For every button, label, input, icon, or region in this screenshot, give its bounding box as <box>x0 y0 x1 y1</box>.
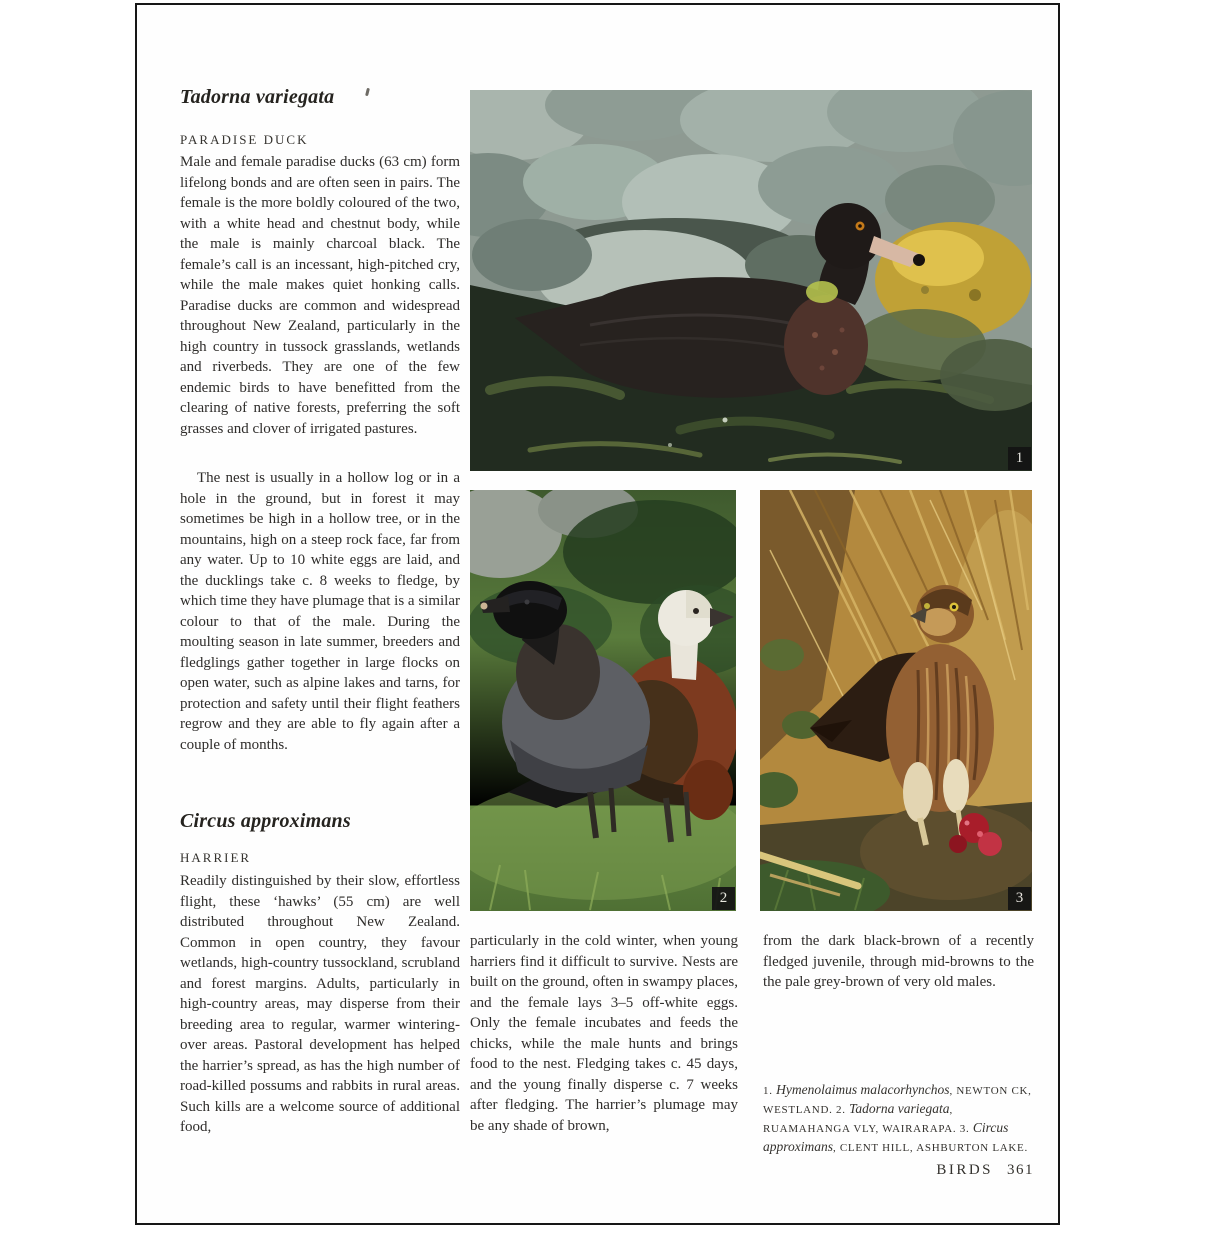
caption-location-3: , CLENT HILL, ASHBURTON LAKE. <box>833 1142 1028 1154</box>
common-name-harrier: HARRIER <box>180 850 252 865</box>
photo-number-badge-1: 1 <box>1008 447 1031 470</box>
caption-number-2: 2. <box>836 1104 850 1116</box>
paradise-duck-paragraph-1: Male and female paradise ducks (63 cm) form lifelong bonds and are often seen in pairs. The female is the more boldly coloured of the two, with a white head and chestnut body, while the male is mainly charcoal black. The female’s call is an incessant, high-pitched cry, while the male makes quiet honking calls. Paradise ducks are common and widespread throughout New Zealand, particularly in the high country in tussock grasslands, wetlands and riverbeds. They are one of the few endemic birds to have benefitted from the clearing of native forests, preferring the soft grasses and clover of irrigated pastures. <box>180 154 460 437</box>
photo-caption <box>763 1081 1039 1157</box>
caption-species-1: Hymenolaimus malacorhynchos <box>776 1082 950 1097</box>
page-footer <box>900 1162 1034 1179</box>
caption-location-2: , RUAMAHANGA VLY, WAIRARAPA. <box>763 1104 960 1135</box>
caption-number-1: 1. <box>763 1085 777 1097</box>
harrier-photo-illustration <box>760 490 1032 911</box>
harrier-paragraph-1: Readily distinguished by their slow, effortless flight, these ‘hawks’ (55 cm) are well distributed throughout New Zealand. Common in open country, they favour wetlands, high-country tussockland, scrubland and forest margins. Adults, particularly in high-country areas, may disperse from their breeding area to regular, warmer wintering-over areas. Pastoral development has helped the harrier’s spread, as has the high number of road-killed possums and rabbits in rural areas. Such kills are a welcome source of additional food, <box>180 873 460 1135</box>
caption-species-2: Tadorna variegata <box>849 1101 950 1116</box>
caption-location-1: , NEWTON CK, WESTLAND. <box>763 1085 1032 1116</box>
photo-2-paradise-duck-pair <box>470 490 736 911</box>
species-title-harrier: Circus approximans <box>180 810 351 832</box>
footer-section-label: BIRDS <box>936 1162 993 1178</box>
caption-number-3: 3. <box>959 1123 973 1135</box>
harrier-continuation-column-2: from the dark black-brown of a recently fledged juvenile, through mid-browns to the the pale grey-brown of very old males. <box>763 933 1034 990</box>
species-title-paradise-duck: Tadorna variegata <box>180 86 335 108</box>
photo-3-harrier <box>760 490 1032 911</box>
common-name-paradise-duck: PARADISE DUCK <box>180 132 309 147</box>
blue-duck-photo-illustration <box>470 90 1032 471</box>
photo-1-blue-duck <box>470 90 1032 471</box>
paradise-duck-photo-illustration <box>470 490 736 911</box>
caption-species-3: Circus approximans <box>763 1120 1009 1154</box>
paradise-duck-paragraph-2: The nest is usually in a hollow log or in a hole in the ground, but in forest it may sometimes be high in a hollow tree, or in the mountains, high on a steep rock face, far from any water. Up to 10 white eggs are laid, and the ducklings take c. 8 weeks to fledge, by which time they have plumage that is a similar colour to that of the male. During the moulting season in late summer, breeders and fledglings gather together in large flocks on open water, such as alpine lakes and tarns, for protection and safety until their flight feathers regrow and they are able to fly again after a couple of months. <box>180 470 460 753</box>
harrier-continuation-column-1: particularly in the cold winter, when young harriers find it difficult to survive. Nests are built on the ground, often in swampy places, and the female lays 3–5 off-white eggs. Only the female incubates and feeds the chicks, while the male hunts and brings food to the nest. Fledging takes c. 45 days, and the young finally disperse c. 7 weeks after fledging. The harrier’s plumage may be any shade of brown, <box>470 933 738 1134</box>
photo-number-badge-2: 2 <box>712 887 735 910</box>
footer-page-number: 361 <box>1007 1162 1034 1178</box>
photo-number-badge-3: 3 <box>1008 887 1031 910</box>
